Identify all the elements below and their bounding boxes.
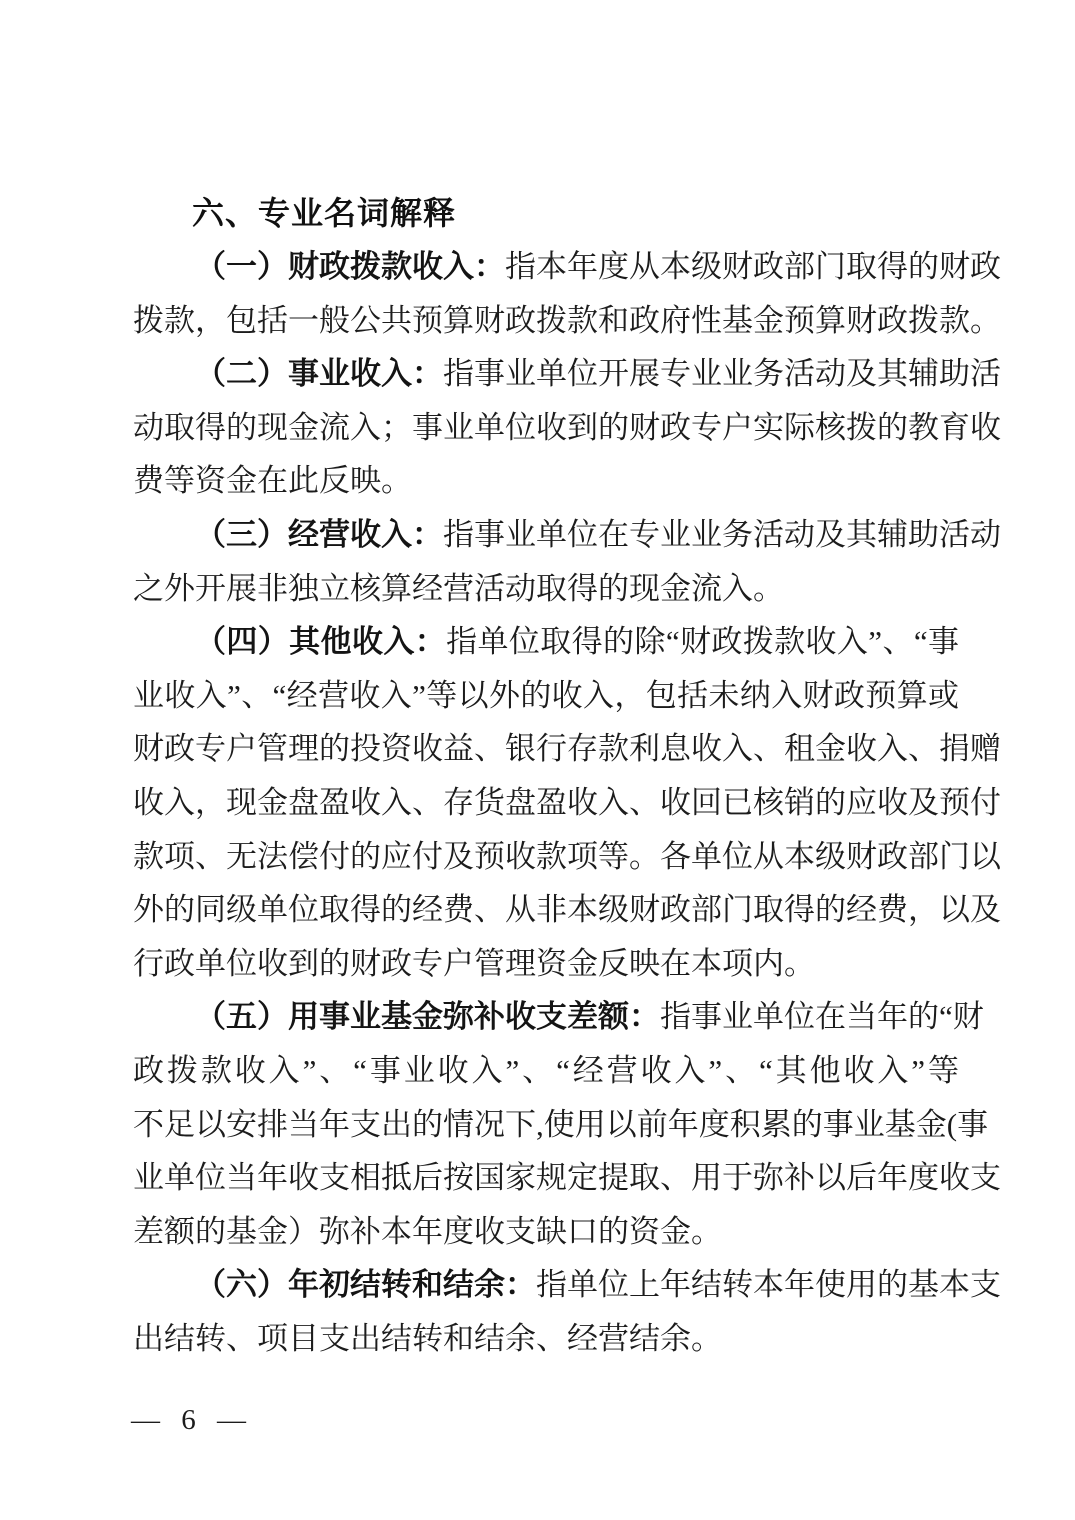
line-text: 业单位当年收支相抵后按国家规定提取、用于弥补以后年度收支 (133, 1160, 1001, 1196)
text-line (133, 1098, 989, 1152)
line-text: 指事业单位在当年的“财 (660, 999, 984, 1035)
line-text: 指事业单位在专业业务活动及其辅助活动 (443, 516, 1001, 552)
paragraph (133, 615, 1001, 990)
paragraph (133, 990, 1001, 1258)
text-line (133, 401, 1001, 455)
line-text: 指单位上年结转本年使用的基本支 (536, 1267, 1001, 1303)
line-text: 收入，现金盘盈收入、存货盘盈收入、收回已核销的应收及预付 (133, 784, 1001, 820)
paragraph (133, 347, 1001, 508)
line-text: 指本年度从本级财政部门取得的财政 (505, 249, 1001, 284)
line-text: 指单位取得的除“财政拨款收入”、“事 (446, 624, 959, 660)
text-line (133, 347, 1001, 401)
line-text: 款项、无法偿付的应付及预收款项等。各单位从本级财政部门以 (133, 838, 1001, 874)
term-label: （六）年初结转和结余： (195, 1267, 536, 1303)
text-line (133, 294, 1001, 348)
term-label: （三）经营收入： (195, 516, 443, 552)
paragraph (133, 508, 1001, 615)
page-number: — 6 — (131, 1404, 253, 1436)
text-line (133, 615, 959, 669)
section-heading: 六、专业名词解释 (192, 195, 457, 231)
text-line (133, 883, 1001, 937)
text-line (133, 722, 1001, 776)
line-text: 政拨款收入”、“事业收入”、“经营收入”、“其他收入”等 (133, 1052, 959, 1088)
line-text: 不足以安排当年支出的情况下,使用以前年度积累的事业基金(事 (133, 1106, 989, 1142)
text-line (133, 1312, 959, 1366)
text-line (133, 1205, 959, 1259)
text-line (133, 669, 959, 723)
text-line (133, 508, 1001, 562)
line-text: 拨款，包括一般公共预算财政拨款和政府性基金预算财政拨款。 (133, 302, 1001, 338)
line-text: 之外开展非独立核算经营活动取得的现金流入。 (133, 570, 784, 606)
line-text: 行政单位收到的财政专户管理资金反映在本项内。 (133, 945, 815, 981)
paragraph (133, 1258, 1001, 1365)
line-text: 财政专户管理的投资收益、银行存款利息收入、租金收入、捐赠 (133, 731, 1001, 767)
line-text: 费等资金在此反映。 (133, 463, 412, 499)
text-line (133, 937, 959, 991)
text-line (133, 776, 1001, 830)
text-line (133, 562, 959, 616)
line-text: 出结转、项目支出结转和结余、经营结余。 (133, 1320, 722, 1356)
text-line (133, 454, 959, 508)
term-label: （一）财政拨款收入： (195, 249, 505, 284)
term-label: （二）事业收入： (195, 356, 443, 392)
text-line (133, 240, 1001, 294)
paragraph (133, 240, 1001, 347)
line-text: 外的同级单位取得的经费、从非本级财政部门取得的经费，以及 (133, 892, 1001, 928)
text-line (133, 990, 984, 1044)
term-label: （四）其他收入： (195, 624, 447, 660)
line-text: 差额的基金）弥补本年度收支缺口的资金。 (133, 1213, 722, 1249)
text-line (133, 830, 1001, 884)
document-content (133, 186, 1001, 1365)
text-line (133, 1044, 959, 1098)
text-line (133, 1258, 1001, 1312)
line-text: 业收入”、“经营收入”等以外的收入，包括未纳入财政预算或 (133, 677, 959, 713)
line-text: 指事业单位开展专业业务活动及其辅助活 (443, 356, 1001, 392)
text-line (133, 1151, 1001, 1205)
line-text: 动取得的现金流入；事业单位收到的财政专户实际核拨的教育收 (133, 409, 1001, 445)
term-label: （五）用事业基金弥补收支差额： (195, 999, 660, 1035)
